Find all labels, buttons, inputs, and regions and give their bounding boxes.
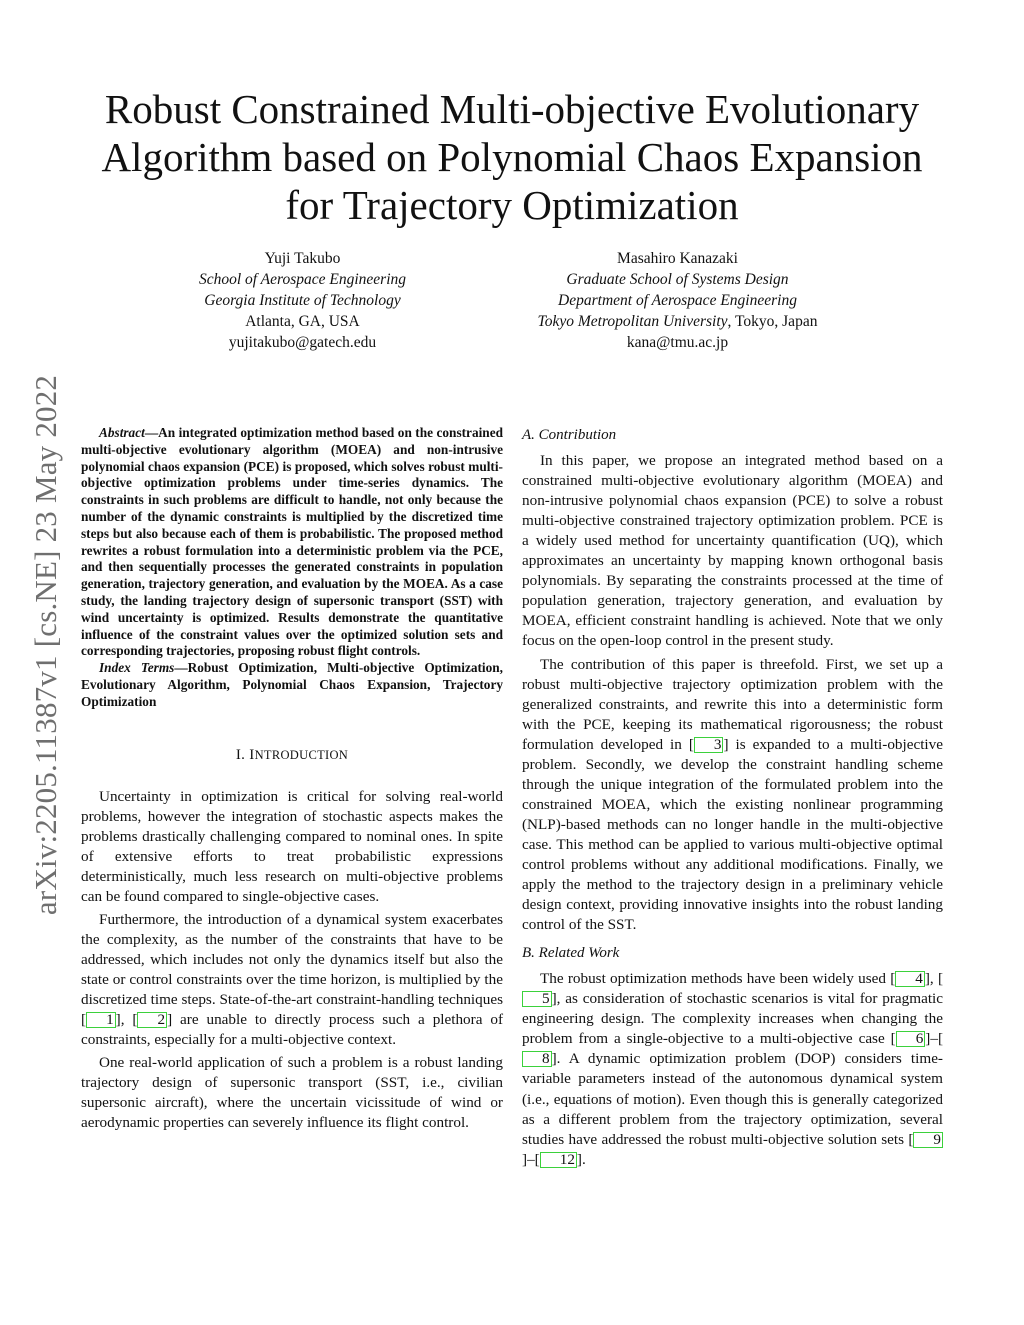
abstract-label: Abstract	[99, 425, 145, 440]
title-line: Robust Constrained Multi-objective Evolutionary	[104, 86, 920, 132]
author-name: Masahiro Kanazaki	[617, 250, 738, 267]
arxiv-identifier-text: arXiv:2205.11387v1 [cs.NE] 23 May 2022	[28, 374, 63, 916]
intro-paragraph-2: Furthermore, the introduction of a dynamical system exacerbates the complexity, as the number of the constraints that have to be addressed, which includes not only the dynamics itself but also the state or control constraints over the time horizon, is multiplied by the discretized time steps. State-of-the-art constraint-handling techniques [ 1 ], [ 2 ] are unable to directly process such a plethora of constraints, especially for a multi-objective context.	[81, 910, 504, 1049]
citation-link[interactable]: 2	[137, 1012, 167, 1028]
citation-link[interactable]: 1	[86, 1012, 116, 1028]
citation-link[interactable]: 5	[522, 991, 552, 1007]
abstract-text: —An integrated optimization method based on the constrained multi-objective evolutionary algorithm (MOEA) and non-intrusive polynomial chaos expansion (PCE) is proposed, which solves robust multi-objective optimization problems under time-series dynamics. The constraints in such problems are difficult to handle, not only because the number of the dynamic constraints is multiplied by the discretized time steps but also because each of them is probabilistic. The proposed method rewrites a robust formulation into a deterministic problem via the PCE, and then sequentially processes the generated constraints in population generation, trajectory generation, and evaluation by the MOEA. As a case study, the landing trajectory design of supersonic transport (SST) with wind uncertainty is optimized. Results demonstrate the quantitative influence of the constraint values over the optimized solution sets and corresponding trajectories, proposing robust flight controls.	[81, 425, 503, 659]
paper-title	[90, 85, 934, 229]
citation-link[interactable]: 6	[896, 1031, 926, 1047]
text-span: –	[527, 1150, 535, 1168]
title-line: Algorithm based on Polynomial Chaos Expansion	[101, 134, 923, 180]
citation-link[interactable]: 12	[540, 1152, 577, 1168]
related-work-paragraph-1: The robust optimization methods have been widely used [ 4 ], [5 ], as consideration of stochastic scenarios is vital for pragmatic engineering design. The complexity increases when changing the problem from a single-objective to a multi-objective case [ 6 ]–[8 ]. A dynamic optimization problem (DOP) considers time-variable parameters instead of the autonomous dynamical system (i.e., equations of motion). Even though this is generally categorized as a different problem from the trajectory optimization, several studies have addressed the robust multi-objective solution sets [ 9]–[ 12 ].	[522, 970, 944, 1168]
subsection-heading-contribution: A. Contribution	[522, 427, 617, 443]
section-number: I.	[235, 746, 250, 763]
text-span: –	[930, 1030, 938, 1048]
text-span: is expanded to a multi-objective problem. Secondly, we develop the constraint handling scheme through the unique integration of the formulated problem into the constrained MOEA, which the existing nonlinear programming (NLP)-based methods can no longer handle in the multi-objective case. This method can be applied to various multi-objective optimal control problems without any additional modifications. Finally, we apply the method to the trajectory design in a preliminary vehicle design context, providing innovative insights into the robust landing control of the SST.	[522, 735, 943, 934]
text-span: Furthermore, the introduction of a dynamical system exacerbates the complexity, as the number of the constraints that have to be addressed, which includes not only the dynamics itself but also the state or control constraints over the time horizon, is multiplied by the discretized time steps. State-of-the-art constraint-handling techniques	[81, 910, 503, 1009]
section-title-rest: NTRODUCTION	[254, 747, 349, 762]
index-terms	[81, 660, 503, 710]
text-span: . A dynamic optimization problem (DOP) considers time-variable parameters instead of the autonomous dynamical system (i.e., equations of motion). Even though this is generally categorized as a different problem from the trajectory optimization, several studies have addressed the robust multi-objective solution sets	[522, 1050, 943, 1148]
author-institution: Georgia Institute of Technology	[204, 292, 401, 309]
section-title-initial: I	[249, 746, 255, 763]
citation-link[interactable]: 4	[895, 971, 925, 987]
author-department: Graduate School of Systems Design	[566, 271, 789, 288]
citation-link[interactable]: 9	[913, 1132, 943, 1148]
text-span: The contribution of this paper is threefold. First, we set up a robust multi-objective trajectory optimization problem with the generalized constraints, and rewrite this into a deterministic form with the PCE, keeping its mathematical rigorousness; the robust formulation developed in	[522, 655, 943, 753]
intro-paragraph-1: Uncertainty in optimization is critical for solving real-world problems, however the integration of stochastic aspects makes the problems drastically challenging compared to nominal ones. In spite of extensive efforts to treat probabilistic expressions deterministically, much less research on multi-objective problems can be found compared to single-objective cases.	[81, 787, 503, 905]
section-heading-introduction	[81, 745, 503, 765]
author-location-line	[505, 311, 850, 332]
title-line: for Trajectory Optimization	[285, 182, 739, 228]
author-name: Yuji Takubo	[264, 250, 341, 267]
text-span: are unable to directly process such a plethora of constraints, especially for a multi-objective context.	[81, 1011, 504, 1049]
index-terms-text: —Robust Optimization, Multi-objective Optimization, Evolutionary Algorithm, Polynomial Chaos Expansion, Trajectory Optimization	[81, 660, 503, 709]
text-span: ,	[929, 970, 938, 988]
author-location: , Tokyo, Japan	[727, 313, 818, 330]
author-block-2	[505, 248, 850, 353]
author-department: School of Aerospace Engineering	[198, 271, 407, 288]
index-terms-label: Index Terms	[99, 660, 175, 676]
right-column	[522, 425, 943, 1173]
text-span: , as consideration of stochastic scenarios is vital for pragmatic engineering design. The complexity increases when changing the problem from a single-objective to a multi-objective case	[522, 990, 943, 1048]
text-span: .	[581, 1150, 586, 1168]
arxiv-identifier	[28, 345, 64, 945]
author-institution: Department of Aerospace Engineering	[558, 292, 797, 309]
text-span: ,	[120, 1011, 133, 1029]
author-block-1	[160, 248, 445, 353]
intro-paragraph-3: One real-world application of such a problem is a robust landing trajectory design of supersonic transport (SST, i.e., civilian supersonic aircraft), where the uncertain vicissitude of wind or aerodynamic properties can severely influence its flight control.	[81, 1054, 503, 1132]
citation-link[interactable]: 8	[522, 1051, 552, 1067]
contribution-paragraph-1: In this paper, we propose an integrated method based on a constrained multi-objective evolutionary algorithm (MOEA) and non-intrusive polynomial chaos expansion (PCE) to solve a robust multi-objective constrained trajectory optimization problem. PCE is a widely used method for uncertainty quantification (UQ), which approximates an uncertainty by mapping known orthogonal basis polynomials. By separating the constraints processed at the time of population generation, trajectory generation, and evaluation by MOEA, efficient constraint handling is achieved. Note that we only focus on the open-loop control in the present study.	[522, 452, 943, 650]
author-email: yujitakubo@gatech.edu	[228, 334, 377, 351]
author-location: Atlanta, GA, USA	[245, 313, 360, 330]
contribution-paragraph-2: The contribution of this paper is threefold. First, we set up a robust multi-objective trajectory optimization problem with the generalized constraints, and rewrite this into a deterministic form with the PCE, keeping its mathematical rigorousness; the robust formulation developed in [ 3 ] is expanded to a multi-objective problem. Secondly, we develop the constraint handling scheme through the unique integration of the formulated problem into the constrained MOEA, which the existing nonlinear programming (NLP)-based methods can no longer handle in the multi-objective case. This method can be applied to various multi-objective optimal control problems without any additional modifications. Finally, we apply the method to the trajectory design in a preliminary vehicle design context, providing innovative insights into the robust landing control of the SST.	[522, 655, 943, 934]
left-column	[81, 425, 503, 1136]
citation-link[interactable]: 3	[694, 737, 724, 753]
author-university: Tokyo Metropolitan University	[537, 313, 728, 330]
author-email: kana@tmu.ac.jp	[626, 334, 729, 351]
abstract	[81, 425, 503, 660]
subsection-heading-related-work: B. Related Work	[522, 945, 620, 962]
text-span: The robust optimization methods have been widely used	[540, 970, 891, 988]
